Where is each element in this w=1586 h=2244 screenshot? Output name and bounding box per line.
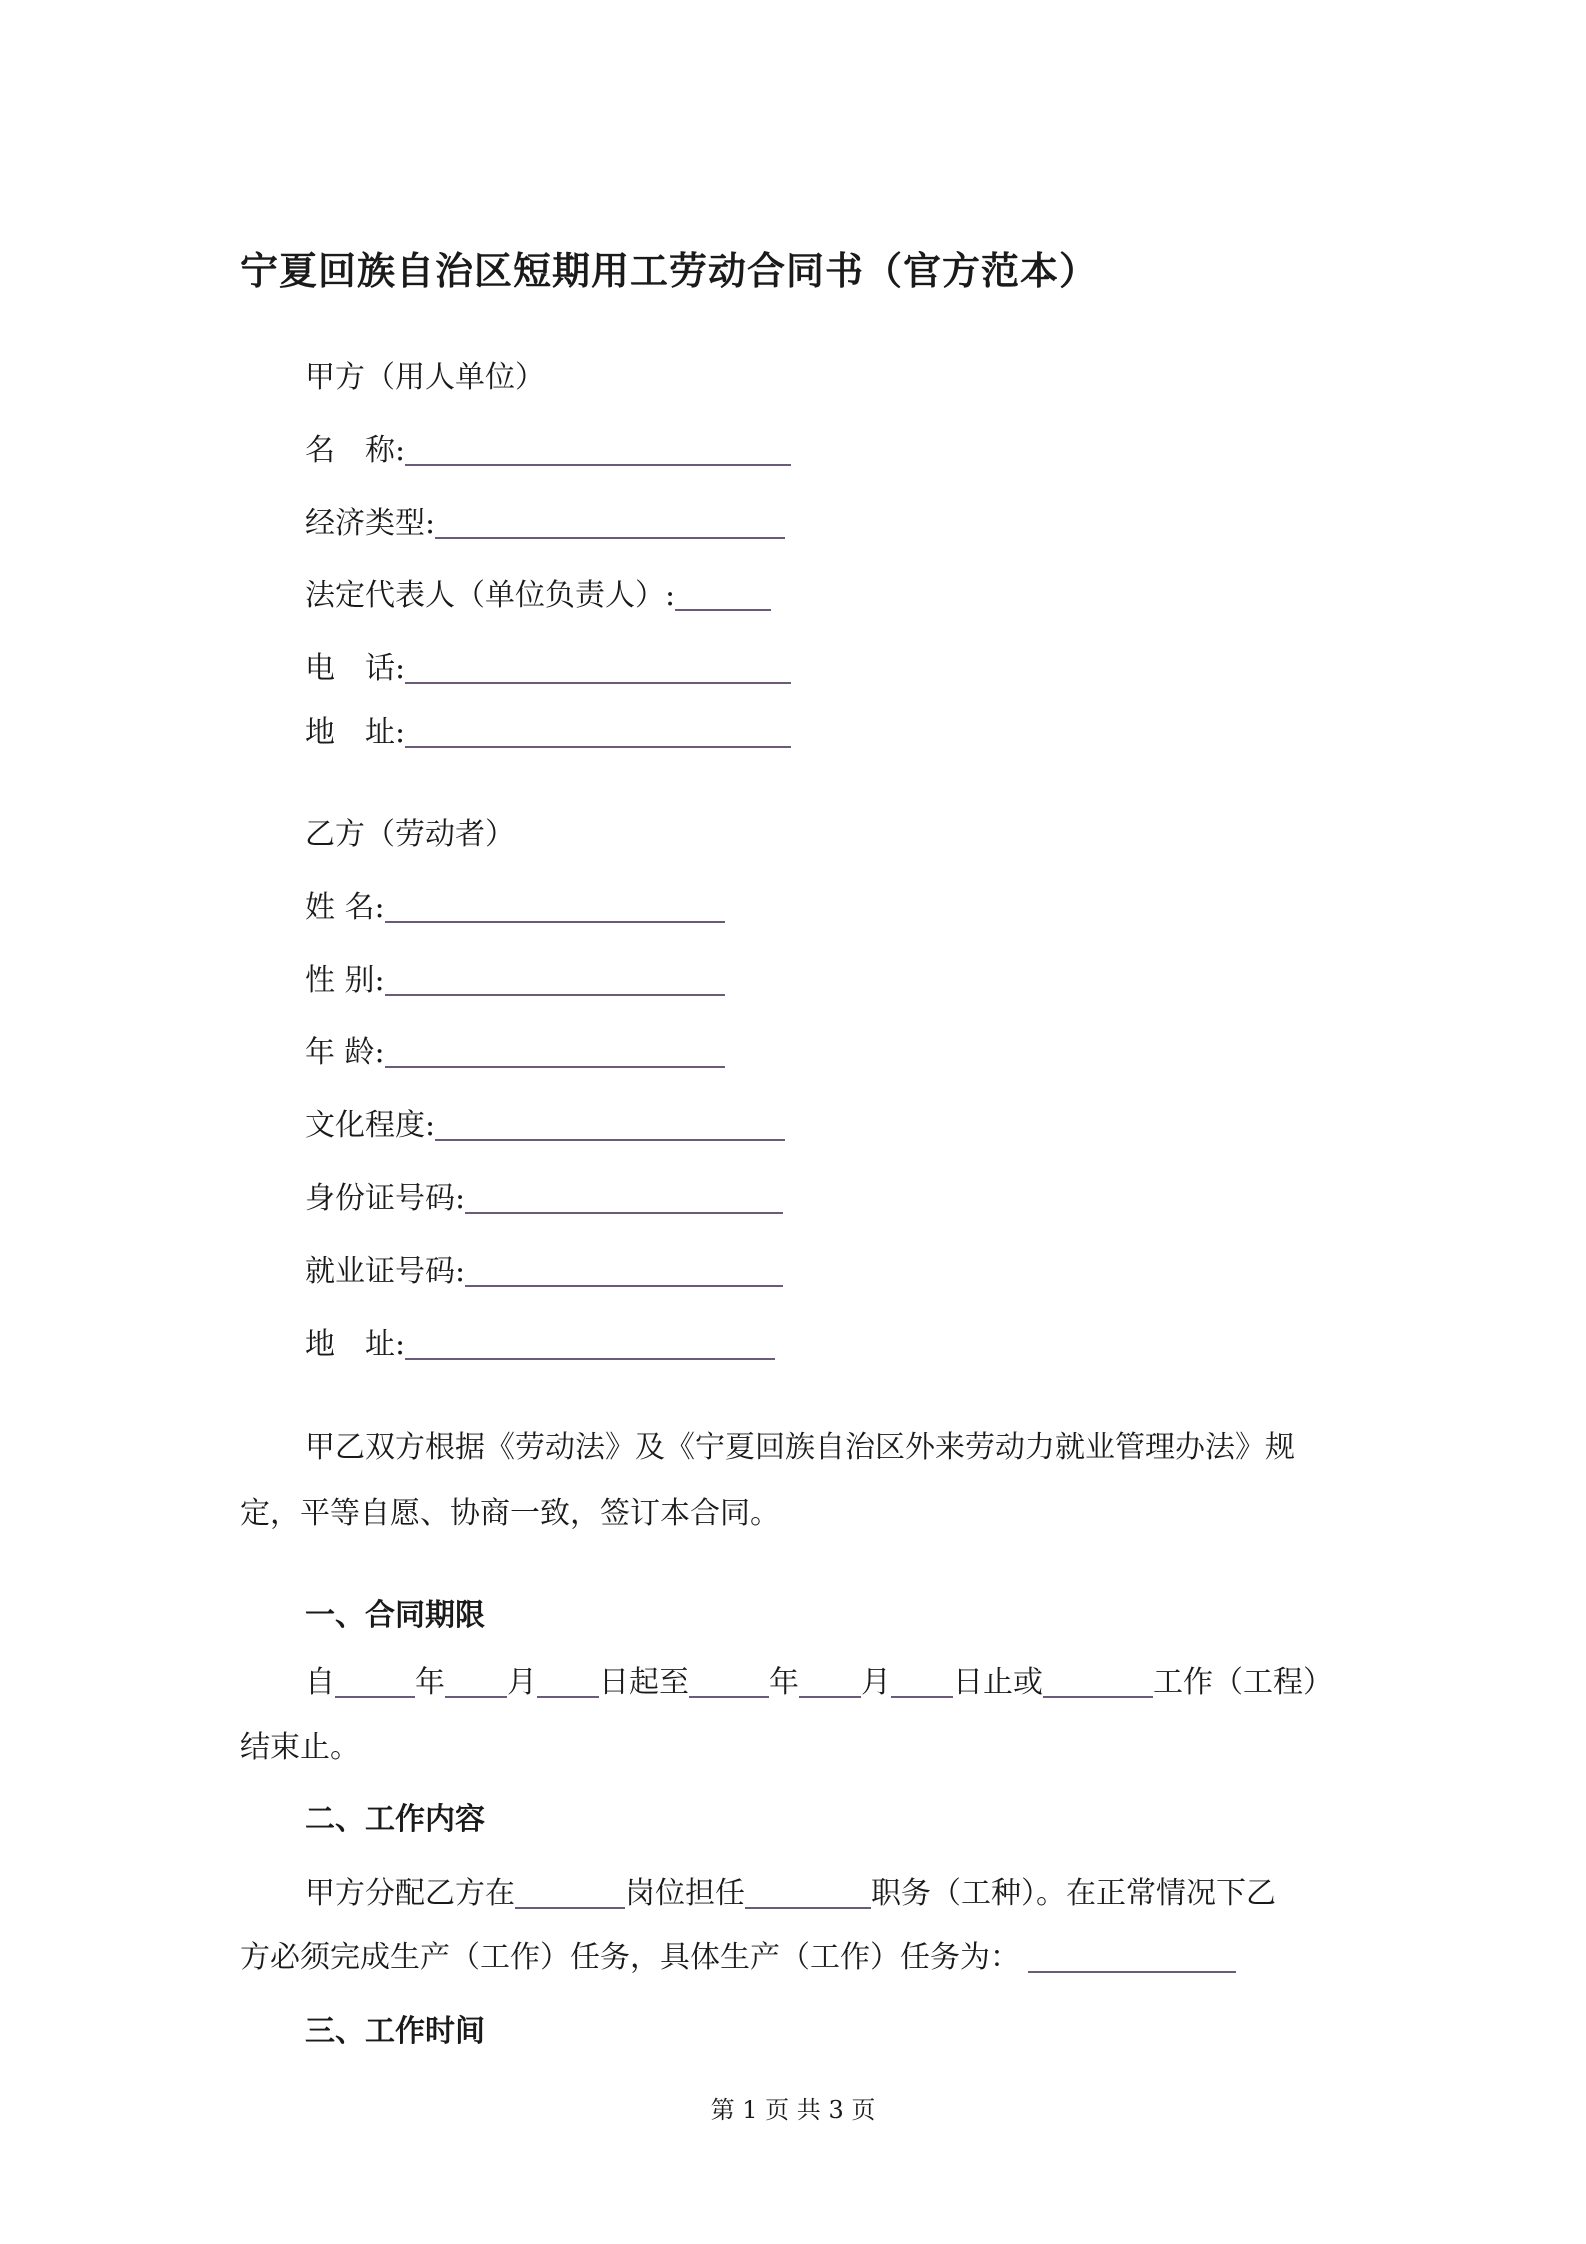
day-start-text: 日起至 — [599, 1665, 689, 1700]
position-field[interactable] — [515, 1877, 625, 1909]
party-a-legal-rep-row — [305, 576, 771, 616]
party-b-name-row — [305, 888, 725, 928]
party-b-name-label: 姓 名: — [305, 890, 385, 925]
party-b-education-row — [305, 1106, 785, 1146]
start-day-field[interactable] — [537, 1666, 599, 1698]
party-a-legal-rep-label: 法定代表人（单位负责人）: — [305, 578, 676, 613]
party-b-gender-row — [305, 961, 725, 1001]
year-text: 年 — [415, 1665, 445, 1700]
party-a-name-label: 名 称: — [305, 433, 406, 468]
task-field[interactable] — [1028, 1941, 1236, 1973]
party-b-name-field[interactable] — [385, 891, 725, 923]
from-text: 自 — [305, 1665, 335, 1700]
party-b-heading: 乙方（劳动者） — [305, 817, 515, 852]
party-a-econ-type-label: 经济类型: — [305, 506, 436, 541]
work-content-row — [305, 1874, 1276, 1914]
party-b-age-row — [305, 1033, 725, 1073]
end-day-field[interactable] — [891, 1666, 953, 1698]
work-content-text-2: 岗位担任 — [625, 1876, 745, 1911]
section-2-heading: 二、工作内容 — [305, 1802, 485, 1837]
party-a-address-field[interactable] — [405, 716, 791, 748]
work-content-line-2-text: 方必须完成生产（工作）任务，具体生产（工作）任务为： — [240, 1940, 1020, 1975]
work-project-field[interactable] — [1043, 1666, 1153, 1698]
party-b-education-field[interactable] — [435, 1109, 785, 1141]
day-end-text: 日止或 — [953, 1665, 1043, 1700]
party-b-age-label: 年 龄: — [305, 1035, 385, 1070]
party-b-id-row — [305, 1179, 783, 1219]
end-year-field[interactable] — [689, 1666, 769, 1698]
party-a-address-label: 地 址: — [305, 715, 406, 750]
party-a-heading: 甲方（用人单位） — [305, 360, 545, 395]
party-b-age-field[interactable] — [385, 1036, 725, 1068]
intro-line-2: 定，平等自愿、协商一致，签订本合同。 — [240, 1496, 780, 1531]
job-title-field[interactable] — [745, 1877, 871, 1909]
party-b-address-row — [305, 1325, 775, 1365]
end-month-field[interactable] — [799, 1666, 861, 1698]
party-b-employment-id-field[interactable] — [465, 1255, 783, 1287]
party-b-id-field[interactable] — [465, 1182, 783, 1214]
work-content-line-2 — [240, 1938, 1236, 1978]
party-b-gender-label: 性 别: — [305, 963, 385, 998]
contract-term-line-2: 结束止。 — [240, 1730, 360, 1765]
intro-line-1: 甲乙双方根据《劳动法》及《宁夏回族自治区外来劳动力就业管理办法》规 — [305, 1430, 1295, 1465]
party-a-phone-field[interactable] — [405, 652, 791, 684]
party-b-education-label: 文化程度: — [305, 1108, 436, 1143]
work-project-text: 工作（工程） — [1153, 1665, 1333, 1700]
party-b-address-field[interactable] — [405, 1328, 775, 1360]
section-1-heading: 一、合同期限 — [305, 1598, 485, 1633]
month-text-2: 月 — [861, 1665, 891, 1700]
start-year-field[interactable] — [335, 1666, 415, 1698]
year-text-2: 年 — [769, 1665, 799, 1700]
party-b-address-label: 地 址: — [305, 1327, 406, 1362]
party-b-gender-field[interactable] — [385, 964, 725, 996]
party-a-address-row — [305, 713, 791, 753]
start-month-field[interactable] — [445, 1666, 507, 1698]
party-b-id-label: 身份证号码: — [305, 1181, 466, 1216]
party-a-name-field[interactable] — [405, 434, 791, 466]
party-a-legal-rep-field[interactable] — [675, 579, 771, 611]
work-content-text-1: 甲方分配乙方在 — [305, 1876, 515, 1911]
party-a-name-row — [305, 431, 791, 471]
month-text: 月 — [507, 1665, 537, 1700]
page-footer: 第 1 页 共 3 页 — [710, 2096, 876, 2124]
party-a-econ-type-field[interactable] — [435, 507, 785, 539]
party-a-econ-type-row — [305, 504, 785, 544]
document-title: 宁夏回族自治区短期用工劳动合同书（官方范本） — [240, 249, 1099, 293]
work-content-text-3: 职务（工种）。在正常情况下乙 — [871, 1876, 1276, 1911]
party-a-phone-label: 电 话: — [305, 651, 406, 686]
section-3-heading: 三、工作时间 — [305, 2014, 485, 2049]
party-b-employment-id-row — [305, 1252, 783, 1292]
party-a-phone-row — [305, 649, 791, 689]
party-b-employment-id-label: 就业证号码: — [305, 1254, 466, 1289]
contract-term-row — [305, 1663, 1333, 1703]
